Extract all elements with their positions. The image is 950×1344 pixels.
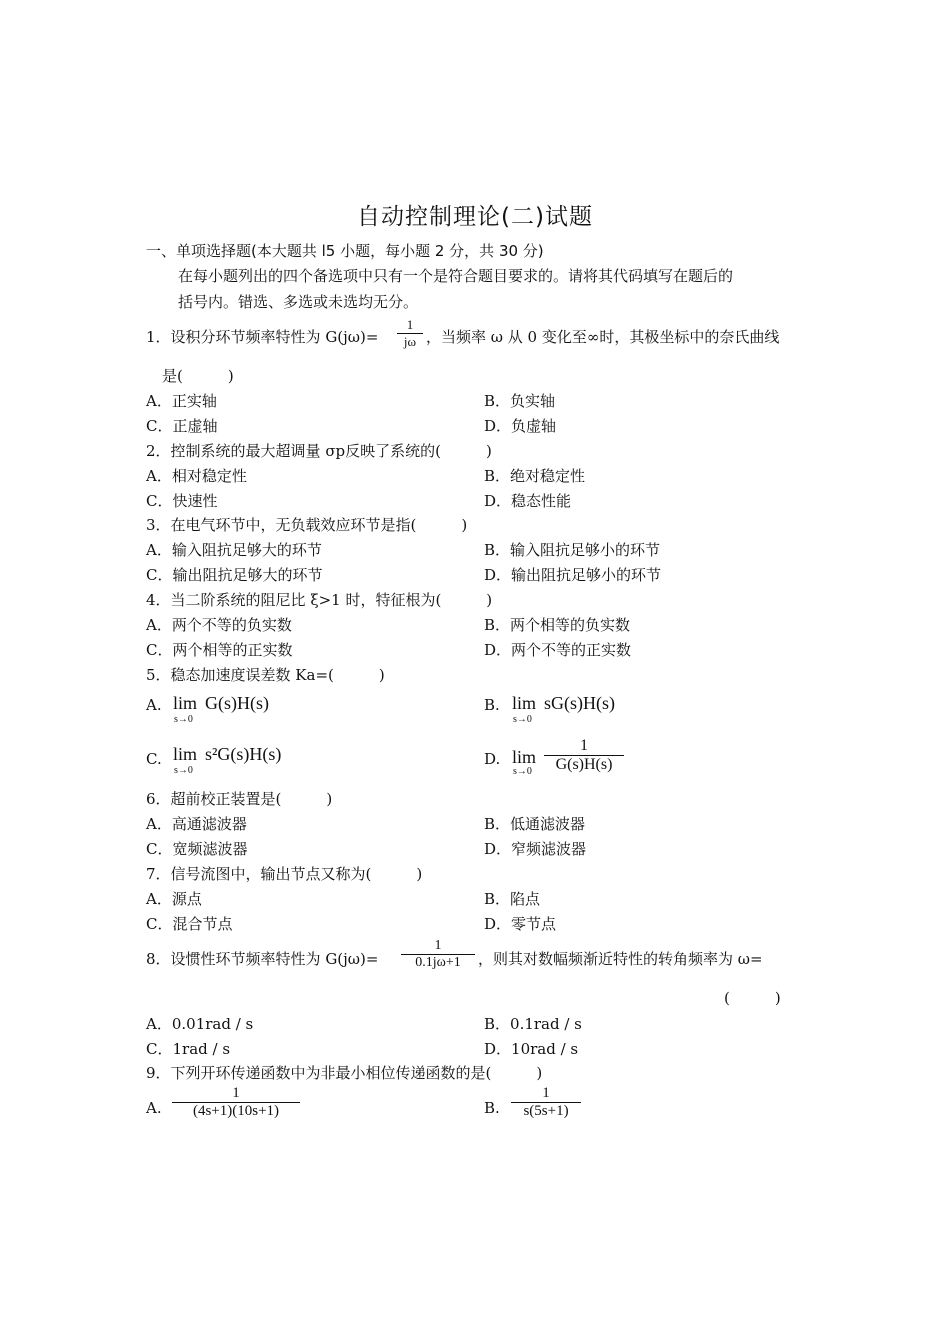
- question-6-option-c: C．宽频滤波器: [146, 840, 248, 858]
- question-4-option-a: A．两个不等的负实数: [146, 616, 292, 634]
- question-4-option-c: C．两个相等的正实数: [146, 641, 293, 659]
- question-5-option-c-lim-sub: s→0: [174, 765, 193, 776]
- question-8-option-c: C．1rad / s: [146, 1040, 231, 1058]
- section-instruction-line-2: 括号内。错选、多选或未选均无分。: [178, 293, 419, 311]
- question-9-option-b-denominator: s(5s+1): [523, 1103, 569, 1119]
- question-5-option-b-label: B.: [484, 696, 500, 714]
- question-9-option-a-fraction: [172, 1085, 300, 1120]
- question-8-stem-b: ，则其对数幅频渐近特性的转角频率为 ω=: [478, 950, 763, 968]
- question-5-option-d-label: D.: [484, 750, 501, 768]
- question-3-option-d: D．输出阻抗足够小的环节: [484, 566, 662, 584]
- question-8-fraction-denominator: 0.1jω+1: [415, 955, 461, 970]
- question-9-option-b-label: B.: [484, 1099, 500, 1117]
- question-6-option-d: D．窄频滤波器: [484, 840, 587, 858]
- question-9-option-a-label: A.: [146, 1099, 162, 1117]
- question-9-option-b-fraction: [511, 1085, 581, 1120]
- question-1-fraction-numerator: 1: [406, 317, 414, 332]
- section-instruction-line-1: 在每小题列出的四个备选项中只有一个是符合题目要求的。请将其代码填写在题后的: [178, 267, 734, 285]
- question-5-stem: 5．稳态加速度误差数 Ka=( ): [146, 666, 385, 684]
- question-2-option-d: D．稳态性能: [484, 492, 572, 510]
- question-1-option-c: C．正虚轴: [146, 417, 218, 435]
- question-1-option-d: D．负虚轴: [484, 417, 557, 435]
- question-1-option-b: B．负实轴: [484, 392, 556, 410]
- question-5-option-c-expr: s²G(s)H(s): [205, 744, 282, 764]
- question-5-option-a-label: A.: [146, 696, 162, 714]
- question-9-option-b-numerator: 1: [542, 1085, 550, 1101]
- question-5-option-b-lim-sub: s→0: [513, 714, 532, 725]
- question-5-option-a-lim-sub: s→0: [174, 714, 193, 725]
- question-4-option-d: D．两个不等的正实数: [484, 641, 632, 659]
- question-5-option-c-lim: lim: [173, 744, 198, 764]
- page-title: 自动控制理论(二)试题: [357, 204, 593, 230]
- question-4-option-b: B．两个相等的负实数: [484, 616, 631, 634]
- question-5-option-d-fraction: [544, 737, 624, 774]
- question-1-stem-a: 1．设积分环节频率特性为 G(jω)=: [146, 328, 379, 346]
- question-2-option-b: B．绝对稳定性: [484, 467, 586, 485]
- question-2-option-c: C．快速性: [146, 492, 218, 510]
- question-5-option-c-label: C.: [146, 750, 162, 768]
- question-8-option-a: A．0.01rad / s: [146, 1015, 254, 1033]
- question-5-option-d-denominator: G(s)H(s): [555, 756, 613, 773]
- question-5-option-b-lim: lim: [512, 693, 537, 713]
- question-7-stem: 7．信号流图中，输出节点又称为( ): [146, 865, 423, 883]
- question-3-stem: 3．在电气环节中，无负载效应环节是指( ): [146, 516, 468, 534]
- question-2-option-a: A．相对稳定性: [146, 467, 247, 485]
- question-9-option-a-numerator: 1: [232, 1085, 240, 1101]
- question-4-stem: 4．当二阶系统的阻尼比 ξ>1 时，特征根为( ): [146, 591, 493, 609]
- question-1-fraction: [397, 317, 423, 350]
- question-1-stem-c: 是( ): [162, 367, 234, 385]
- question-6-option-a: A．高通滤波器: [146, 815, 247, 833]
- question-9-stem: 9．下列开环传递函数中为非最小相位传递函数的是( ): [146, 1064, 543, 1082]
- section-heading: 一、单项选择题(本大题共 l5 小题，每小题 2 分，共 30 分): [146, 242, 544, 260]
- question-8-fraction: [401, 938, 475, 971]
- question-6-option-b: B．低通滤波器: [484, 815, 586, 833]
- question-2-stem: 2．控制系统的最大超调量 σp反映了系统的( ): [146, 442, 492, 460]
- question-5-option-d-numerator: 1: [580, 737, 588, 754]
- question-8-option-b: B．0.1rad / s: [484, 1015, 582, 1033]
- question-8-fraction-numerator: 1: [434, 938, 442, 953]
- question-5-option-d-lim: lim: [512, 747, 537, 767]
- question-8-stem-a: 8．设惯性环节频率特性为 G(jω)=: [146, 950, 379, 968]
- question-1-option-a: A．正实轴: [146, 392, 217, 410]
- question-3-option-a: A．输入阻抗足够大的环节: [146, 541, 322, 559]
- question-1-fraction-denominator: jω: [403, 334, 417, 349]
- question-7-option-b: B．陷点: [484, 890, 541, 908]
- question-5-option-a-expr: G(s)H(s): [205, 693, 269, 713]
- question-1-stem-b: ，当频率 ω 从 0 变化至∞时，其极坐标中的奈氏曲线: [426, 328, 780, 346]
- question-7-option-c: C．混合节点: [146, 915, 233, 933]
- question-3-option-c: C．输出阻抗足够大的环节: [146, 566, 323, 584]
- question-8-option-d: D．10rad / s: [484, 1040, 579, 1058]
- question-3-option-b: B．输入阻抗足够小的环节: [484, 541, 661, 559]
- question-5-option-b-expr: sG(s)H(s): [544, 693, 615, 713]
- question-8-answer-paren: ( ): [724, 989, 781, 1007]
- question-5-option-d-lim-sub: s→0: [513, 766, 532, 777]
- question-5-option-a-lim: lim: [173, 693, 198, 713]
- question-7-option-d: D．零节点: [484, 915, 557, 933]
- question-6-stem: 6．超前校正装置是( ): [146, 790, 333, 808]
- question-9-option-a-denominator: (4s+1)(10s+1): [192, 1103, 280, 1119]
- question-7-option-a: A．源点: [146, 890, 202, 908]
